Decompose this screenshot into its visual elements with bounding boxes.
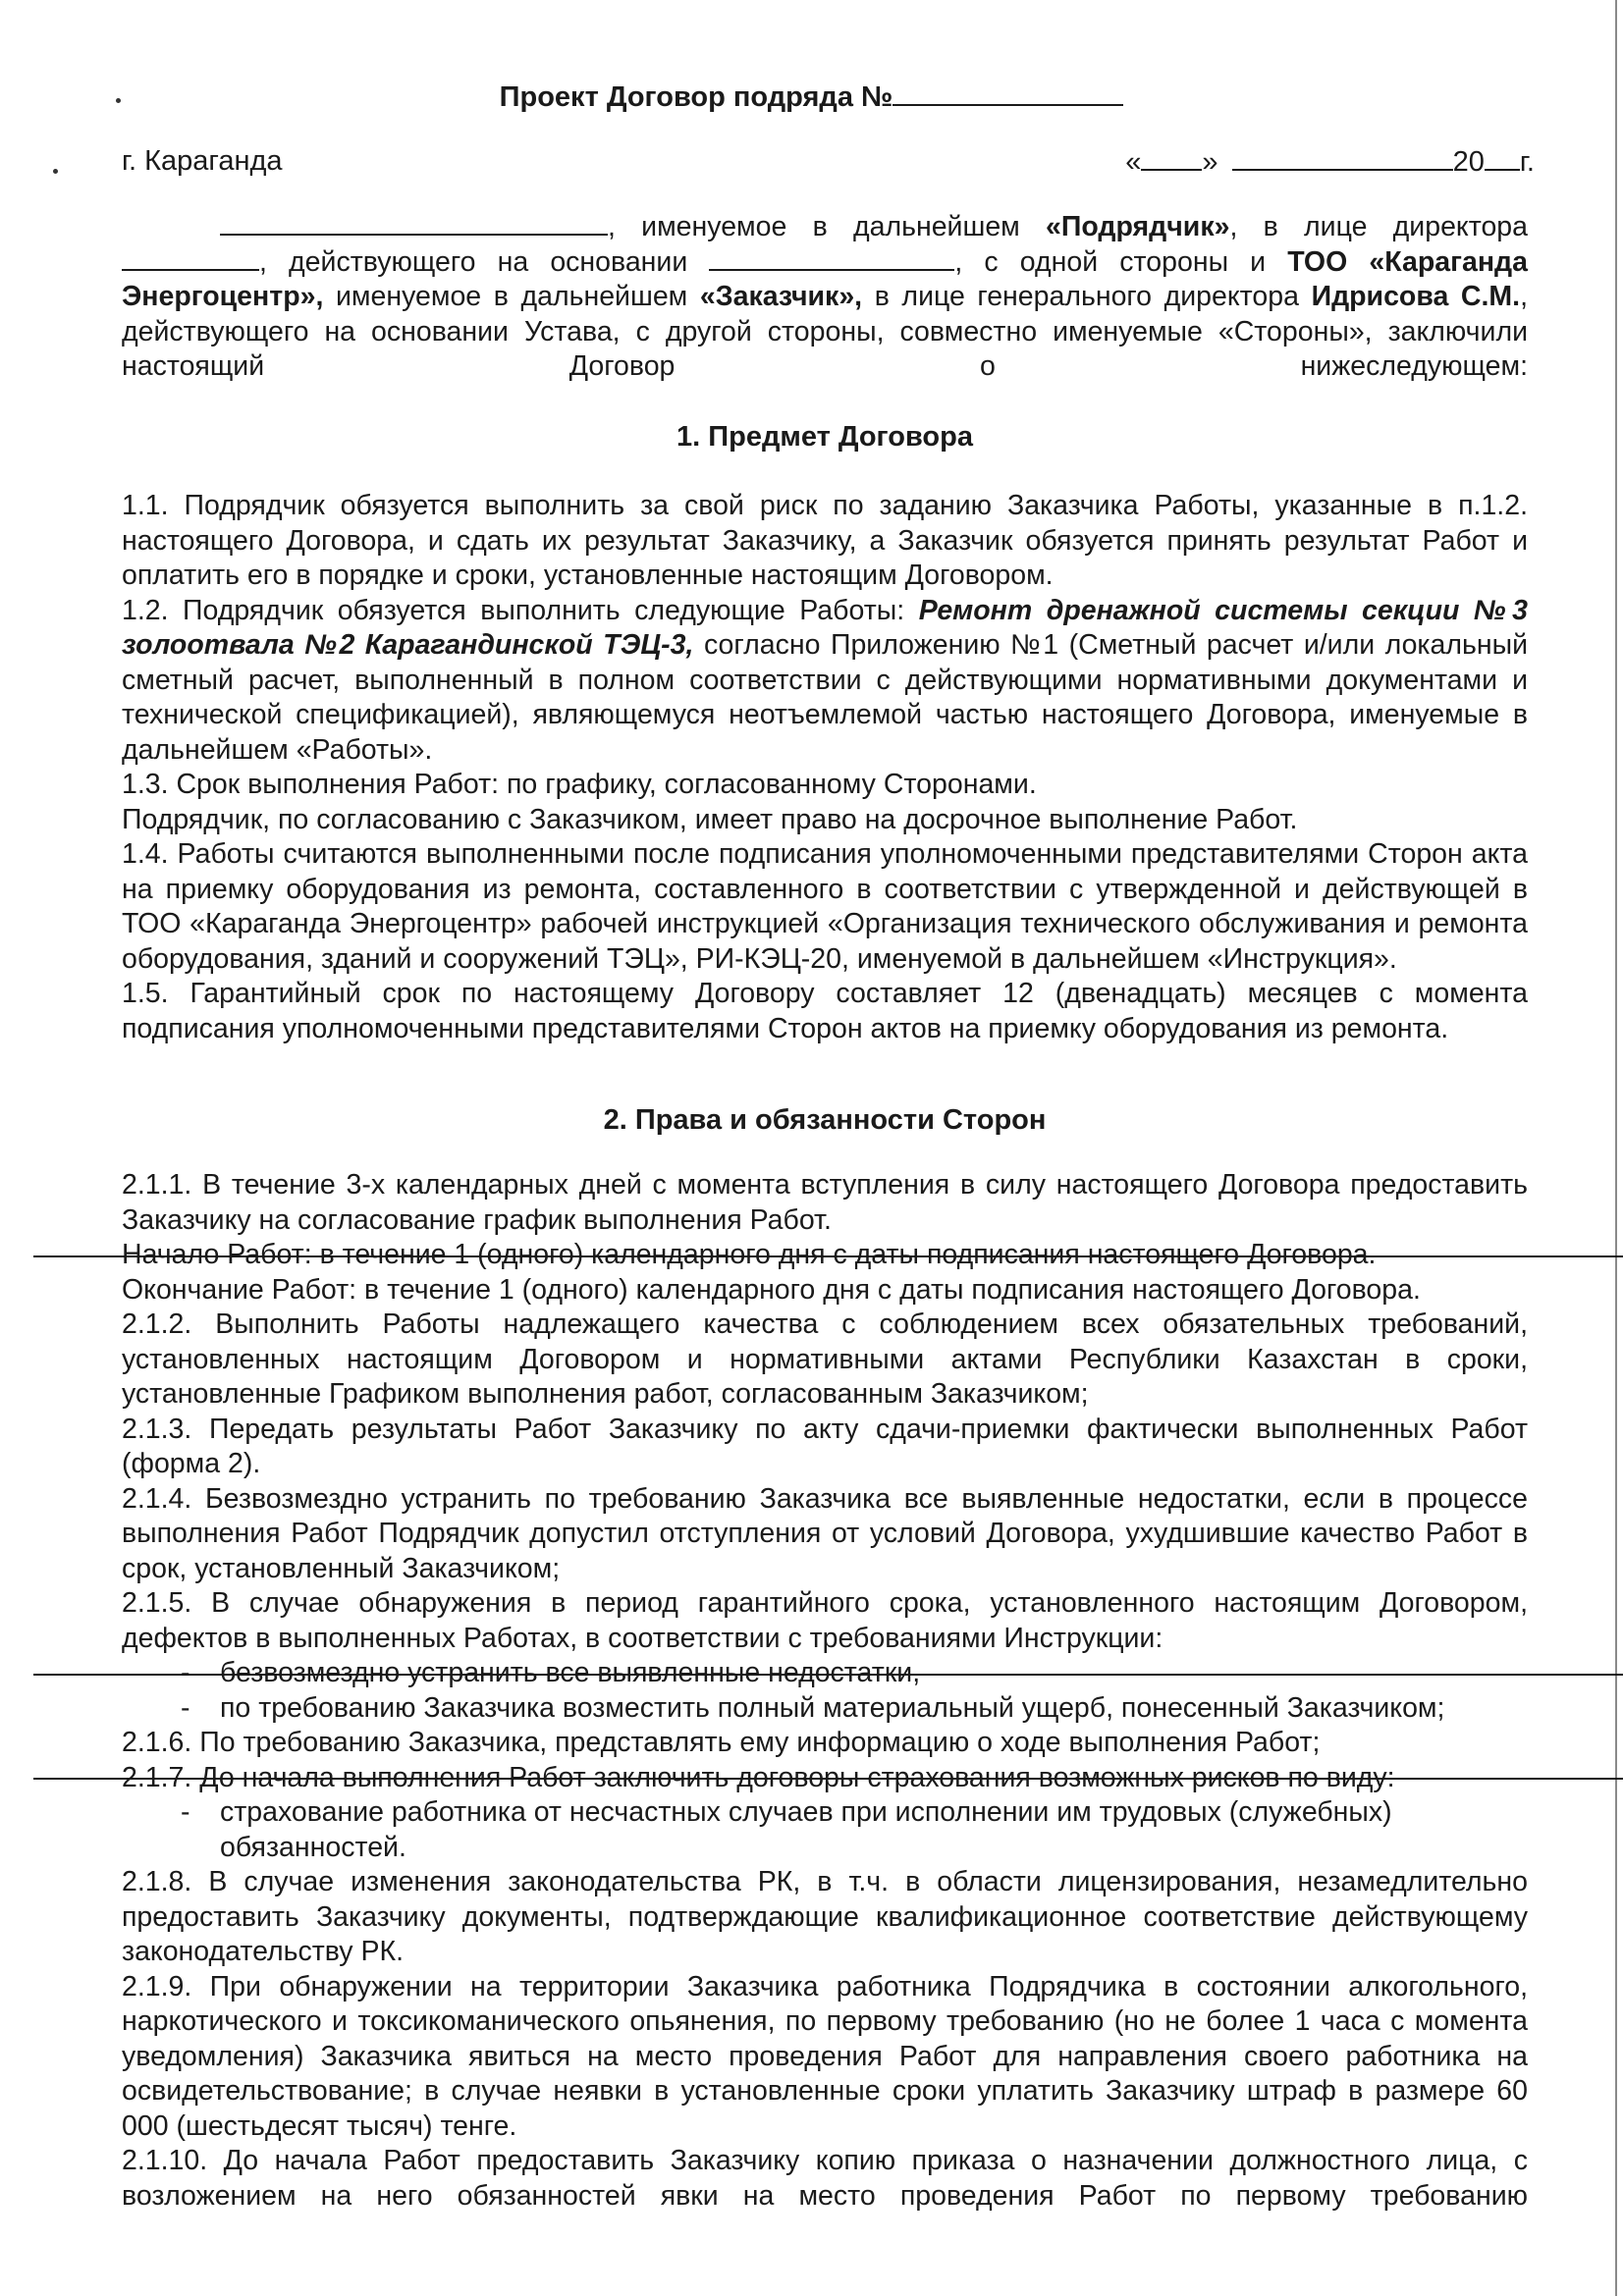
bullet-struck: - безвозмездно устранить все выявленные недостатки, (122, 1656, 1528, 1691)
clause-2-1-1: 2.1.1. В течение 3-х календарных дней с момента вступления в силу настоящего Договора предоставить Заказчику на согласование график выполнения Работ. (122, 1169, 1528, 1236)
scan-edge-line (1615, 0, 1617, 2296)
clause-1-2: 1.2. Подрядчик обязуется выполнить следующие Работы: Ремонт дренажной системы секции №3 золоотвала №2 Карагандинской ТЭЦ-3, согласно Приложению №1 (Сметный расчет и/или локальный сметный расчет, выполненный в полном соответствии с действующими нормативными документами и технической спецификацией), являющемуся неотъемлемой частью настоящего Договора, именуемые в дальнейшем «Работы». (122, 594, 1529, 766)
clause-1-5: 1.5. Гарантийный срок по настоящему Договору составляет 12 (двенадцать) месяцев с момента подписания уполномоченными представителями Сторон актов на приемку оборудования из ремонта. (122, 978, 1528, 1044)
section-1-title: 1. Предмет Договора (676, 421, 973, 453)
city: г. Караганда (122, 145, 283, 177)
clause-2-1-7-struck: 2.1.7. До начала выполнения Работ заключить договоры страхования возможных рисков по виду: (122, 1761, 1528, 1796)
clause-2-1-10: 2.1.10. До начала Работ предоставить Заказчику копию приказа о назначении должностного лица, с возложением на него обязанностей явки на место проведения Работ по первому требованию (122, 2145, 1528, 2212)
clause-1-3: 1.3. Срок выполнения Работ: по графику, согласованному Сторонами. (122, 769, 1037, 800)
document-title: Проект Договор подряда № (0, 80, 1623, 114)
clause-2-1-5: 2.1.5. В случае обнаружения в период гарантийного срока, установленного настоящим Договором, дефектов в выполненных Работах, в соответствии с требованиями Инструкции: (122, 1587, 1528, 1654)
clause-2-1-8: 2.1.8. В случае изменения законодательства РК, в т.ч. в области лицензирования, незамедлительно предоставить Заказчику документы, подтверждающие квалификационное соответствие действующему законодательству РК. (122, 1866, 1528, 1967)
clause-1-4: 1.4. Работы считаются выполненными после подписания уполномоченными представителями Сторон акта на приемку оборудования из ремонта, составленного в соответствии с утвержденной и действующей в ТОО «Караганда Энергоцентр» рабочей инструкцией «Организация технического обслуживания и ремонта оборудования, зданий и сооружений ТЭЦ», РИ-КЭЦ-20, именуемой в дальнейшем «Инструкция». (122, 838, 1528, 975)
clause-end: Окончание Работ: в течение 1 (одного) календарного дня с даты подписания настоящего Договора. (122, 1273, 1421, 1306)
section-2-title: 2. Права и обязанности Сторон (603, 1104, 1047, 1136)
section-1-body (122, 489, 1528, 1046)
clause-1-1: 1.1. Подрядчик обязуется выполнить за свой риск по заданию Заказчика Работы, указанные в п.1.2. настоящего Договора, и сдать их результат Заказчику, а Заказчик обязуется принять результат Работ и оплатить его в порядке и сроки, установленные настоящим Договором. (122, 490, 1528, 591)
clause-2-1-6: 2.1.6. По требованию Заказчика, представлять ему информацию о ходе выполнения Работ; (122, 1727, 1321, 1758)
date-field: « » 20 г. (1125, 146, 1535, 178)
clause-2-1-9: 2.1.9. При обнаружении на территории Заказчика работника Подрядчика в состоянии алкогольного, наркотического и токсикоманического опьянения, по первому требованию (но не более 1 часа с момента уведомления) Заказчика явиться на место проведения Работ для направления своего работника на освидетельствование; в случае неявки в установленные сроки уплатить Заказчику штраф в размере 60 000 (шестьдесят тысяч) тенге. (122, 1970, 1528, 2142)
number-blank (893, 80, 1123, 106)
clause-2-1-2: 2.1.2. Выполнить Работы надлежащего качества с соблюдением всех обязательных требований, установленных настоящим Договором и нормативными актами Республики Казахстан в сроки, установленные Графиком выполнения работ, согласованным Заказчиком; (122, 1308, 1528, 1410)
clause-start-struck: Начало Работ: в течение 1 (одного) календарного дня с даты подписания настоящего Договора. (122, 1238, 1528, 1273)
clause-1-3-note: Подрядчик, по согласованию с Заказчиком, имеет право на досрочное выполнение Работ. (122, 803, 1298, 835)
place-date-line (122, 145, 1535, 178)
scan-speck (53, 169, 58, 174)
clause-2-1-3: 2.1.3. Передать результаты Работ Заказчику по акту сдачи-приемки фактически выполненных Работ (форма 2). (122, 1413, 1528, 1479)
bullet-item: - по требованию Заказчика возместить полный материальный ущерб, понесенный Заказчиком; (181, 1691, 1445, 1724)
preamble: , именуемое в дальнейшем «Подрядчик», в лице директора , действующего на основании , с одной стороны и ТОО «Караганда Энергоцентр», именуемое в дальнейшем «Заказчик», в лице генерального директора Идрисова С.М., действующего на основании Устава, с другой стороны, совместно именуемые «Стороны», заключили настоящий Договор о нижеследующем: (122, 211, 1529, 382)
clause-2-1-4: 2.1.4. Безвозмездно устранить по требованию Заказчика все выявленные недостатки, если в процессе выполнения Работ Подрядчик допустил отступления от условий Договора, ухудшившие качество Работ в срок, установленный Заказчиком; (122, 1482, 1528, 1584)
bullet-item: - страхование работника от несчастных случаев при исполнении им трудовых (служебных) обязанностей. (181, 1796, 1392, 1863)
section-2-body (122, 1168, 1528, 2214)
